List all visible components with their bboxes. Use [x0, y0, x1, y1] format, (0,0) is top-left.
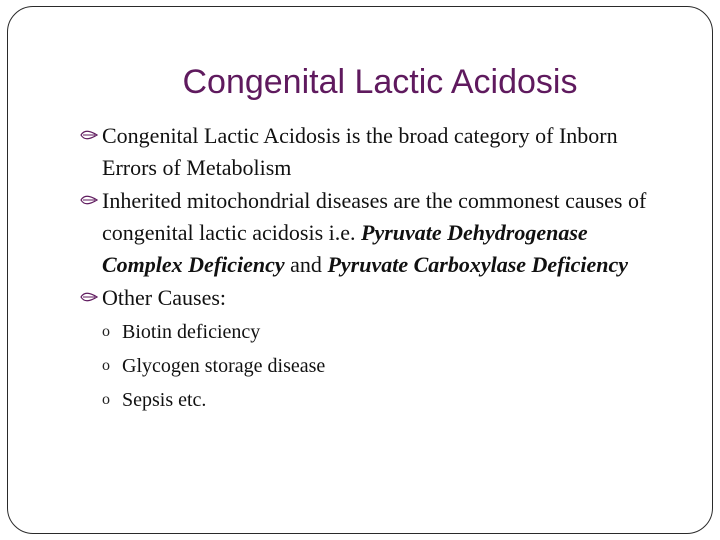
winged-arrow-bullet-icon [80, 291, 98, 303]
sub-bullet-item-1 [80, 315, 670, 349]
sub-bullet-item-2 [80, 349, 670, 383]
sub-bullet-item-3 [80, 383, 670, 417]
sub-bullet-text: Biotin deficiency [122, 321, 261, 343]
circle-o-bullet: o [102, 391, 110, 408]
circle-o-bullet: o [102, 357, 110, 374]
bullet-joiner: and [284, 252, 328, 277]
emphasis-pc-deficiency: Pyruvate Carboxylase Deficiency [327, 252, 629, 277]
sub-bullet-text: Sepsis etc. [122, 389, 207, 411]
slide-content [80, 120, 670, 417]
slide-title: Congenital Lactic Acidosis [182, 63, 578, 101]
bullet-item-1 [80, 120, 670, 184]
emphasis-pdc-deficiency: Pyruvate Dehydrogenase Complex Deficiency [102, 220, 588, 277]
bullet-item-2 [80, 185, 670, 281]
bullet-text: Inherited mitochondrial diseases are the commonest causes of congenital lactic acidosis i.e. [102, 188, 647, 245]
sub-bullet-text: Glycogen storage disease [122, 355, 326, 377]
bullet-text: Other Causes: [102, 285, 227, 310]
winged-arrow-bullet-icon [80, 129, 98, 141]
winged-arrow-bullet-icon [80, 194, 98, 206]
bullet-text: Congenital Lactic Acidosis is the broad category of Inborn Errors of Metabolism [102, 123, 618, 180]
bullet-item-3 [80, 282, 670, 314]
circle-o-bullet: o [102, 323, 110, 340]
